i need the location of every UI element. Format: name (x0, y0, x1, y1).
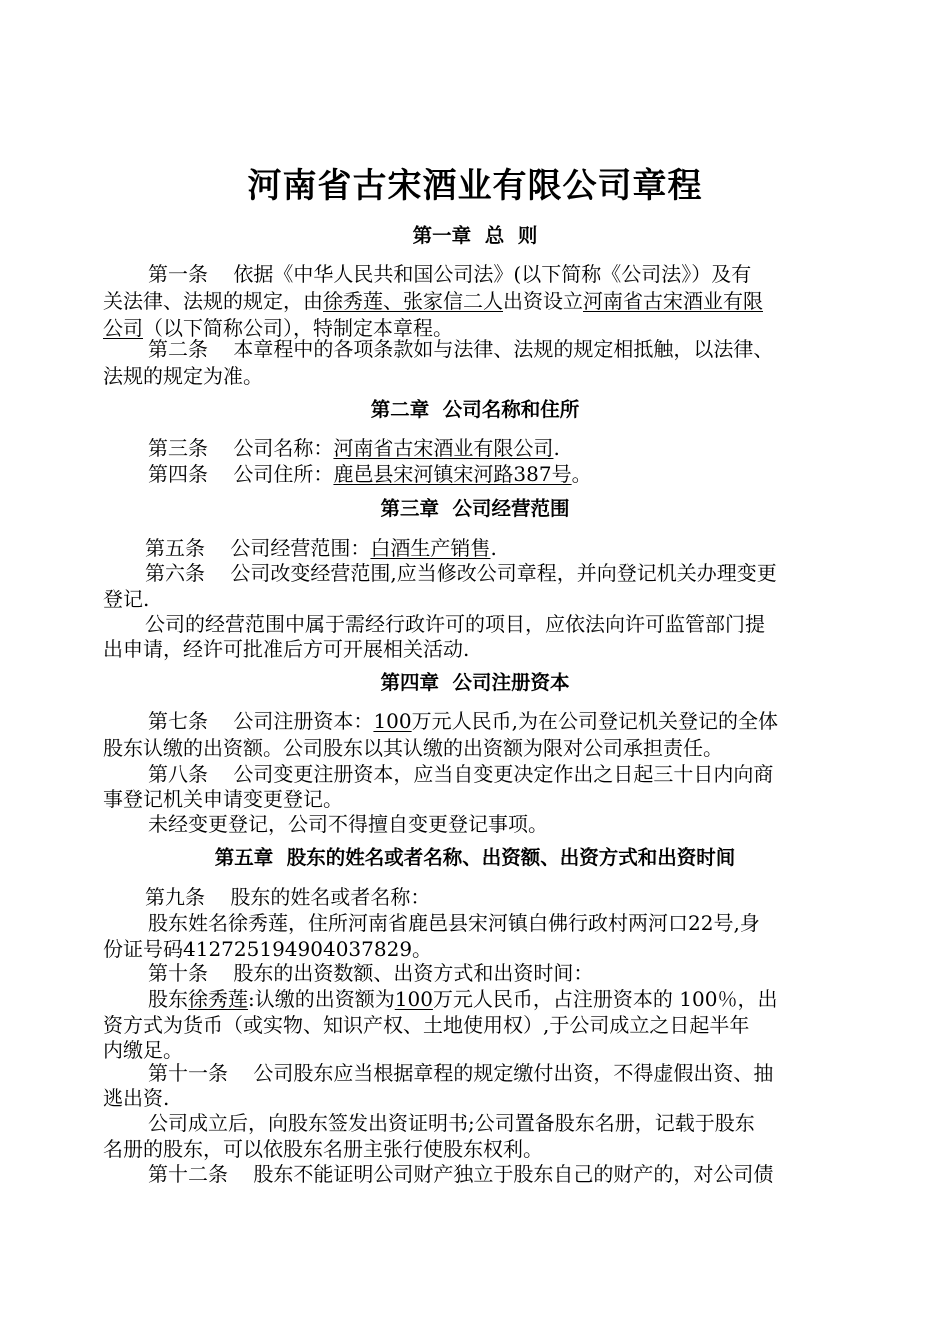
article-2-line-2: 法规的规定为准。 (103, 364, 263, 388)
company-name: 公司 (103, 316, 143, 340)
article-9: 第九条 股东的姓名或者名称： (145, 885, 431, 909)
article-6-line-1: 第六条 公司改变经营范围,应当修改公司章程，并向登记机关办理变更 (145, 561, 777, 585)
contribution-text: 万元人民币，占注册资本的 100％，出 (432, 987, 778, 1011)
shareholder-line-2: 份证号码412725194904037829。 (103, 937, 433, 961)
article-4-punct: 。 (571, 462, 592, 486)
chapter-1-heading: 第一章 总 则 (412, 224, 538, 247)
register-line-1: 公司成立后，向股东签发出资证明书;公司置备股东名册，记载于股东 (148, 1111, 755, 1135)
contribution-text: 股东 (148, 987, 188, 1011)
contribution-amount: 100 (394, 987, 433, 1011)
founders-name: 徐秀莲、张家信二人 (323, 289, 503, 313)
article-1-text: 关法律、法规的规定，由 (103, 289, 323, 313)
business-scope-value: 白酒生产销售 (370, 536, 491, 560)
company-name-value: 河南省古宋酒业有限公司 (333, 436, 554, 460)
article-7-line-2: 股东认缴的出资额。公司股东以其认缴的出资额为限对公司承担责任。 (103, 736, 723, 760)
register-line-2: 名册的股东，可以依股东名册主张行使股东权利。 (103, 1137, 543, 1161)
article-10: 第十条 股东的出资数额、出资方式和出资时间： (148, 961, 594, 985)
article-2-line-1: 第二条 本章程中的各项条款如与法律、法规的规定相抵触，以法律、 (148, 337, 774, 361)
chapter-3-heading: 第三章 公司经营范围 (380, 497, 570, 520)
article-1-text: （以下简称公司），特制定本章程。 (143, 316, 453, 340)
company-name: 河南省古宋酒业有限 (583, 289, 763, 313)
chapter-2-heading: 第二章 公司名称和住所 (370, 398, 580, 421)
scope-permit-line-2: 出申请，经许可批准后方可开展相关活动. (103, 637, 470, 661)
article-4 (148, 459, 592, 489)
article-5-label: 第五条 公司经营范围： (145, 536, 371, 560)
contribution-line-3: 内缴足。 (103, 1038, 183, 1062)
article-5-punct: . (490, 536, 497, 560)
contribution-text: :认缴的出资额为 (248, 987, 395, 1011)
article-11-line-1: 第十一条 公司股东应当根据章程的规定缴付出资，不得虚假出资、抽 (148, 1061, 774, 1085)
company-address-value: 鹿邑县宋河镇宋河路387号 (333, 462, 572, 486)
registered-capital-amount: 100 (373, 709, 412, 733)
article-3-punct: . (553, 436, 560, 460)
article-4-label: 第四条 公司住所： (148, 462, 334, 486)
article-7-line-1 (148, 706, 778, 736)
article-11-line-2: 逃出资. (103, 1086, 170, 1110)
article-1-text: 出资设立 (503, 289, 583, 313)
chapter-5-heading: 第五章 股东的姓名或者名称、出资额、出资方式和出资时间 (214, 846, 736, 869)
article-8-line-1: 第八条 公司变更注册资本，应当自变更决定作出之日起三十日内向商 (148, 762, 774, 786)
article-12-line-1: 第十二条 股东不能证明公司财产独立于股东自己的财产的，对公司债 (148, 1162, 774, 1186)
article-1-line-1: 第一条 依据《中华人民共和国公司法》(以下简称《公司法》）及有 (148, 262, 752, 286)
article-3-label: 第三条 公司名称： (148, 436, 334, 460)
contribution-line-2: 资方式为货币（或实物、知识产权、土地使用权）,于公司成立之日起半年 (103, 1013, 750, 1037)
registration-note: 未经变更登记，公司不得擅自变更登记事项。 (148, 812, 548, 836)
article-1-line-2 (103, 286, 763, 316)
article-6-line-2: 登记. (103, 587, 150, 611)
article-8-line-2: 事登记机关申请变更登记。 (103, 787, 343, 811)
shareholder-name: 徐秀莲 (188, 987, 248, 1011)
document-title: 河南省古宋酒业有限公司章程 (247, 166, 703, 206)
chapter-4-heading: 第四章 公司注册资本 (380, 671, 570, 694)
article-7-label: 第七条 公司注册资本： (148, 709, 374, 733)
scope-permit-line-1: 公司的经营范围中属于需经行政许可的项目，应依法向许可监管部门提 (145, 612, 765, 636)
article-7-text: 万元人民币,为在公司登记机关登记的全体 (411, 709, 778, 733)
shareholder-line-1: 股东姓名徐秀莲，住所河南省鹿邑县宋河镇白佛行政村两河口22号,身 (148, 911, 760, 935)
